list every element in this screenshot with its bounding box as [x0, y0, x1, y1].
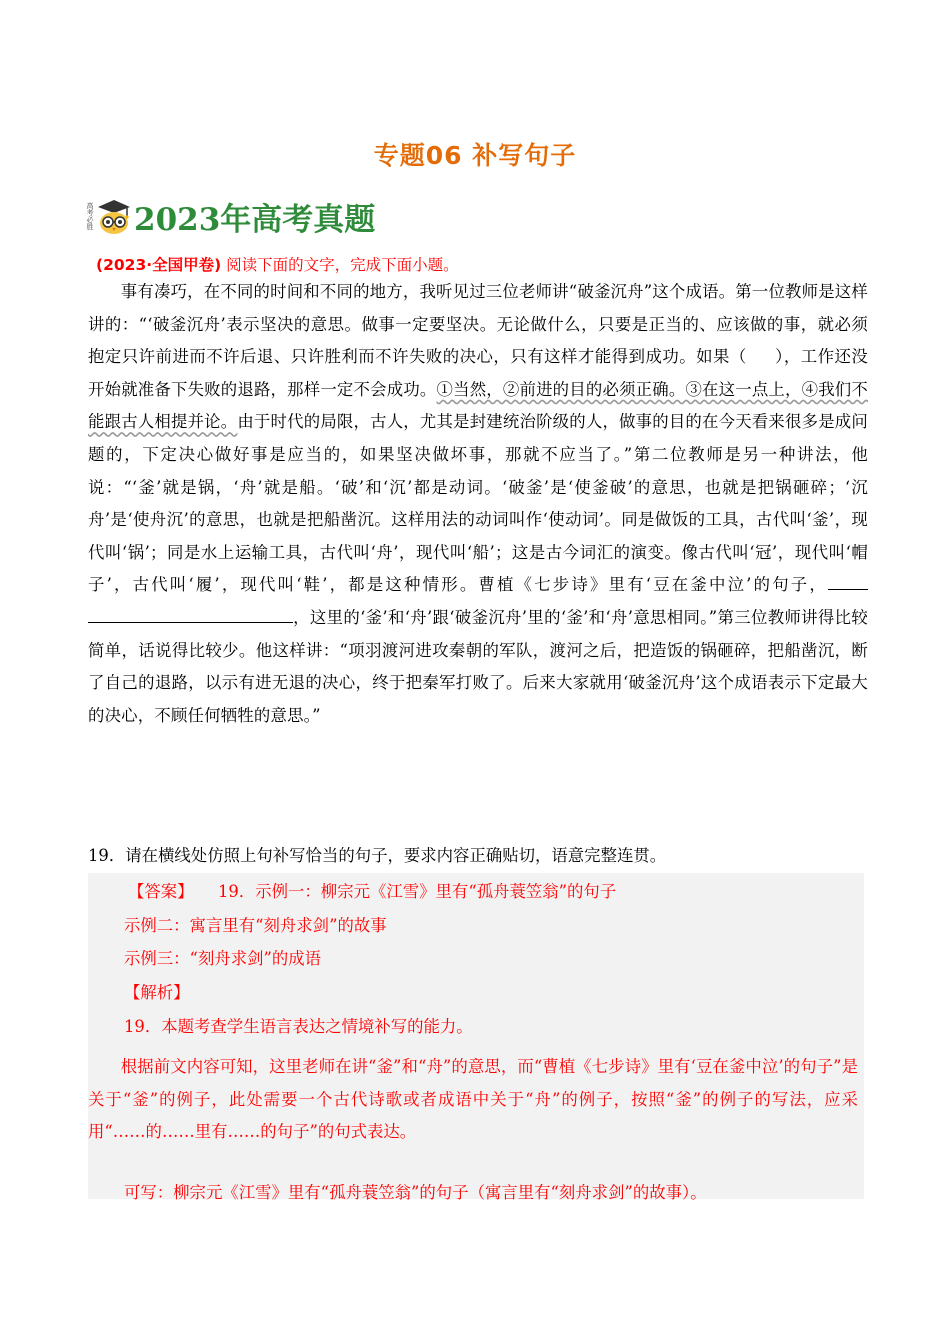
- section-heading: 2023年高考真题: [134, 201, 376, 238]
- wavy-underlined-sentence: ①当然，②前进的目的必须正确。③在这一点上，④我们不能跟古人相提并论。: [88, 379, 868, 432]
- answer-example-1: 19．示例一：柳宗元《江雪》里有“孤舟蓑笠翁”的句子: [218, 882, 617, 901]
- reading-instruction: 阅读下面的文字，完成下面小题。: [226, 256, 459, 274]
- passage-text-2: ），工作还没开始就准备下失败的退路，那样一定不会成功。: [88, 347, 868, 399]
- question-19: 19．请在横线处仿照上句补写恰当的句子，要求内容正确贴切，语意完整连贯。: [88, 846, 667, 865]
- badge-text: 高考必胜: [86, 202, 94, 230]
- analysis-intro: 19．本题考查学生语言表达之情境补写的能力。: [124, 1017, 473, 1036]
- owl-graduate-icon: [96, 196, 132, 236]
- analysis-conclusion: 可写：柳宗元《江雪》里有“孤舟蓑笠翁”的句子（寓言里有“刻舟求剑”的故事）。: [124, 1183, 707, 1202]
- passage-text-1: 事有凑巧，在不同的时间和不同的地方，我听见过三位老师讲“破釜沉舟”这个成语。第一位教师是这样讲的：“‘破釜沉舟’表示坚决的意思。做事一定要坚决。无论做什么，只要是正当的、应该做的事，就必须抱定只许前进而不许后退、只许胜利而不许失败的决心，只有这样才能得到成功。如果（: [88, 282, 868, 367]
- analysis-label: 【解析】: [124, 983, 190, 1002]
- passage-paragraph: [88, 276, 868, 732]
- page-title: 专题06 补写句子: [373, 141, 577, 170]
- passage-text-3: 由于时代的局限，古人，尤其是封建统治阶级的人，做事的目的在今天看来很多是成问题的，下定决心做好事是应当的，如果坚决做坏事，那就不应当了。”第二位教师是另一种讲法，他说：“‘釜’就是锅，‘舟’就是船。‘破’和‘沉’都是动词。‘破釜’是‘使釜破’的意思，也就是把锅砸碎；‘沉舟’是‘使舟沉’的意思，也就是把船凿沉。这样用法的动词叫作‘使动词’。同是做饭的工具，古代叫‘釜’，现代叫‘锅’；同是水上运输工具，古代叫‘舟’，现代叫‘船’；这是古今词汇的演变。像古代叫‘冠’，现代叫‘帽子’，古代叫‘履’，现代叫‘鞋’，都是这种情形。曹植《七步诗》里有‘豆在釜中泣’的句子，: [88, 412, 868, 595]
- fill-blank-line: [88, 602, 293, 623]
- answer-label: 【答案】: [128, 882, 194, 901]
- analysis-body: 根据前文内容可知，这里老师在讲“釜”和“舟”的意思，而“曹植《七步诗》里有‘豆在釜中泣’的句子”是关于“釜”的例子，此处需要一个古代诗歌或者成语中关于“舟”的例子，按照“釜”的例子的写法，应采用“……的……里有……的句子”的句式表达。: [88, 1057, 858, 1141]
- exam-source-tag: (2023·全国甲卷): [96, 256, 222, 274]
- passage-text-4: ，这里的‘釜’和‘舟’跟‘破釜沉舟’里的‘釜’和‘舟’意思相同。”第三位教师讲得比较简单，话说得比较少。他这样讲：“项羽渡河进攻秦朝的军队，渡河之后，把造饭的锅砸碎，把船凿沉，断了自己的退路，以示有进无退的决心，终于把秦军打败了。后来大家就用‘破釜沉舟’这个成语表示下定最大的决心，不顾任何牺牲的意思。”: [88, 607, 868, 725]
- answer-example-3: 示例三：“刻舟求剑”的成语: [124, 949, 322, 968]
- question-source: [96, 253, 459, 275]
- fill-blank-start: [828, 569, 868, 590]
- answer-section: [88, 873, 864, 1202]
- answer-example-2: 示例二：寓言里有“刻舟求剑”的故事: [124, 916, 387, 935]
- section-banner: [86, 192, 375, 240]
- reading-passage: [88, 276, 868, 732]
